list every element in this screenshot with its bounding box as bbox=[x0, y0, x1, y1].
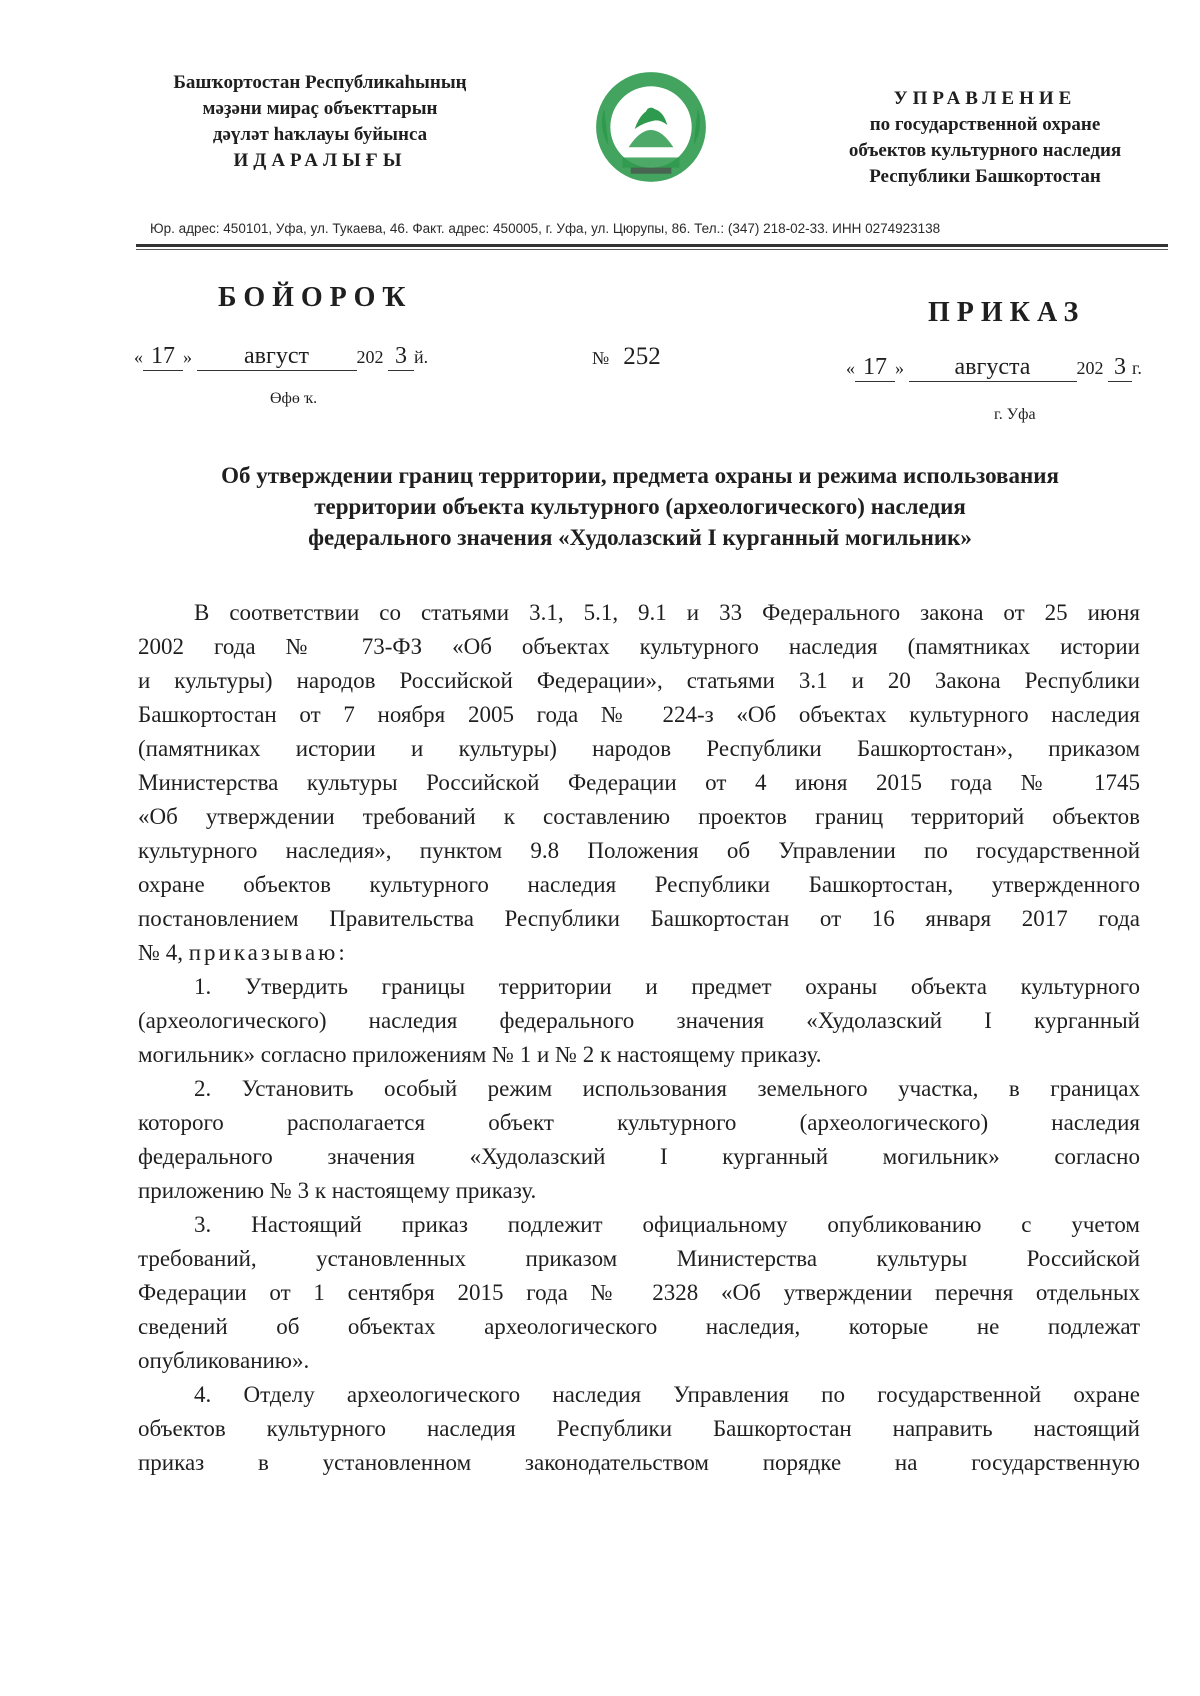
item-4-line: 4. Отделу археологического наследия Управления по государственной охране bbox=[194, 1382, 1140, 1407]
quote-open: « bbox=[846, 358, 855, 378]
place-russian: г. Уфа bbox=[994, 406, 1036, 423]
item-3-line: 3. Настоящий приказ подлежит официальному опубликованию с учетом bbox=[194, 1212, 1140, 1237]
preamble-line: охране объектов культурного наследия Республики Башкортостан, утвержденного bbox=[138, 872, 1140, 897]
item-4-line: приказ в установленном законодательством порядке на государственную bbox=[138, 1450, 1140, 1475]
decree-number: № 4, bbox=[138, 940, 183, 965]
quote-open: « bbox=[134, 347, 143, 367]
order-title-line: Об утверждении границ территории, предмета охраны и режима использования bbox=[221, 463, 1059, 488]
order-label-russian: ПРИКАЗ bbox=[928, 297, 1086, 328]
order-title-line: федерального значения «Худолазский I курганный могильник» bbox=[308, 525, 972, 550]
order-label-bashkir: БОЙОРОҠ bbox=[218, 282, 413, 313]
date-bashkir-year-prefix: 202 bbox=[356, 347, 384, 367]
date-bashkir bbox=[134, 343, 428, 371]
date-russian-year-prefix: 202 bbox=[1076, 358, 1104, 378]
date-russian-year-digit: 3 bbox=[1108, 354, 1132, 382]
letterhead-address: Юр. адрес: 450101, Уфа, ул. Тукаева, 46. Факт. адрес: 450005, г. Уфа, ул. Цюрупы, 86. Тел.: (347) 218-02-33. ИНН 0274923138 bbox=[150, 221, 941, 236]
letterhead-bashkir-line: Башҡортостан Республикаһының bbox=[173, 72, 467, 93]
quote-close: » bbox=[895, 358, 904, 378]
item-3-line: требований, установленных приказом Министерства культуры Российской bbox=[138, 1246, 1140, 1271]
letterhead-bashkir-line: дәүләт һаҡлауы буйынса bbox=[212, 124, 428, 145]
item-1-line: могильник» согласно приложениям № 1 и № 2 к настоящему приказу. bbox=[138, 1042, 822, 1067]
place-bashkir: Өфө ҡ. bbox=[270, 390, 318, 407]
date-bashkir-day: 17 bbox=[143, 343, 183, 371]
date-russian-month: августа bbox=[909, 354, 1077, 382]
decree-word: приказываю: bbox=[188, 940, 348, 965]
letterhead-russian-line: объектов культурного наследия bbox=[848, 140, 1122, 161]
preamble-line: постановлением Правительства Республики Башкортостан от 16 января 2017 года bbox=[138, 906, 1140, 931]
letterhead-divider bbox=[136, 244, 1168, 247]
preamble-line: Башкортостан от 7 ноября 2005 года № 224-з «Об объектах культурного наследия bbox=[138, 702, 1140, 727]
preamble-line: культурного наследия», пунктом 9.8 Положения об Управлении по государственной bbox=[138, 838, 1140, 863]
letterhead-bashkir-agency: ИДАРАЛЫҒЫ bbox=[233, 150, 407, 171]
date-russian-day: 17 bbox=[855, 354, 895, 382]
bashkortostan-emblem-icon bbox=[590, 68, 712, 190]
preamble-line: «Об утверждении требований к составлению проектов границ территорий объектов bbox=[138, 804, 1140, 829]
item-2-line: приложению № 3 к настоящему приказу. bbox=[138, 1178, 537, 1203]
preamble-line: и культуры) народов Российской Федерации», статьями 3.1 и 20 Закона Республики bbox=[138, 668, 1140, 693]
quote-close: » bbox=[183, 347, 192, 367]
date-russian bbox=[846, 354, 1142, 382]
letterhead-russian-line: по государственной охране bbox=[869, 114, 1101, 135]
preamble-line: В соответствии со статьями 3.1, 5.1, 9.1 и 33 Федерального закона от 25 июня bbox=[194, 600, 1140, 625]
decree-line bbox=[138, 936, 1140, 970]
item-2-line: федерального значения «Худолазский I курганный могильник» согласно bbox=[138, 1144, 1140, 1169]
order-number bbox=[592, 343, 661, 371]
letterhead-russian-agency: УПРАВЛЕНИЕ bbox=[893, 88, 1077, 109]
preamble-line: Министерства культуры Российской Федерации от 4 июня 2015 года № 1745 bbox=[138, 770, 1140, 795]
order-body bbox=[138, 596, 1140, 1480]
date-bashkir-year-digit: 3 bbox=[388, 343, 414, 371]
preamble-line: 2002 года № 73-ФЗ «Об объектах культурного наследия (памятниках истории bbox=[138, 634, 1140, 659]
order-title-line: территории объекта культурного (археологического) наследия bbox=[314, 494, 966, 519]
item-3-line: сведений об объектах археологического наследия, которые не подлежат bbox=[138, 1314, 1140, 1339]
item-3-line: Федерации от 1 сентября 2015 года № 2328 «Об утверждении перечня отдельных bbox=[138, 1280, 1140, 1305]
item-4-line: объектов культурного наследия Республики Башкортостан направить настоящий bbox=[138, 1416, 1140, 1441]
letterhead-russian-line: Республики Башкортостан bbox=[869, 166, 1101, 187]
item-3-line: опубликованию». bbox=[138, 1348, 310, 1373]
order-title bbox=[130, 460, 1150, 553]
date-russian-suffix: г. bbox=[1132, 358, 1142, 378]
item-1-line: (археологического) наследия федерального значения «Худолазский I курганный bbox=[138, 1008, 1140, 1033]
letterhead-bashkir bbox=[120, 70, 520, 174]
item-2-line: 2. Установить особый режим использования земельного участка, в границах bbox=[194, 1076, 1140, 1101]
letterhead-russian bbox=[790, 86, 1180, 190]
number-sign: № bbox=[592, 348, 610, 368]
letterhead-divider-thin bbox=[136, 249, 1168, 250]
item-2-line: которого располагается объект культурного (археологического) наследия bbox=[138, 1110, 1140, 1135]
date-bashkir-month: август bbox=[197, 343, 357, 371]
letterhead-bashkir-line: мәҙәни мираҫ объекттарын bbox=[202, 98, 438, 119]
item-1-line: 1. Утвердить границы территории и предмет охраны объекта культурного bbox=[194, 974, 1140, 999]
order-number-value: 252 bbox=[623, 343, 661, 370]
date-bashkir-suffix: й. bbox=[414, 347, 429, 367]
preamble-line: (памятниках истории и культуры) народов Республики Башкортостан», приказом bbox=[138, 736, 1140, 761]
